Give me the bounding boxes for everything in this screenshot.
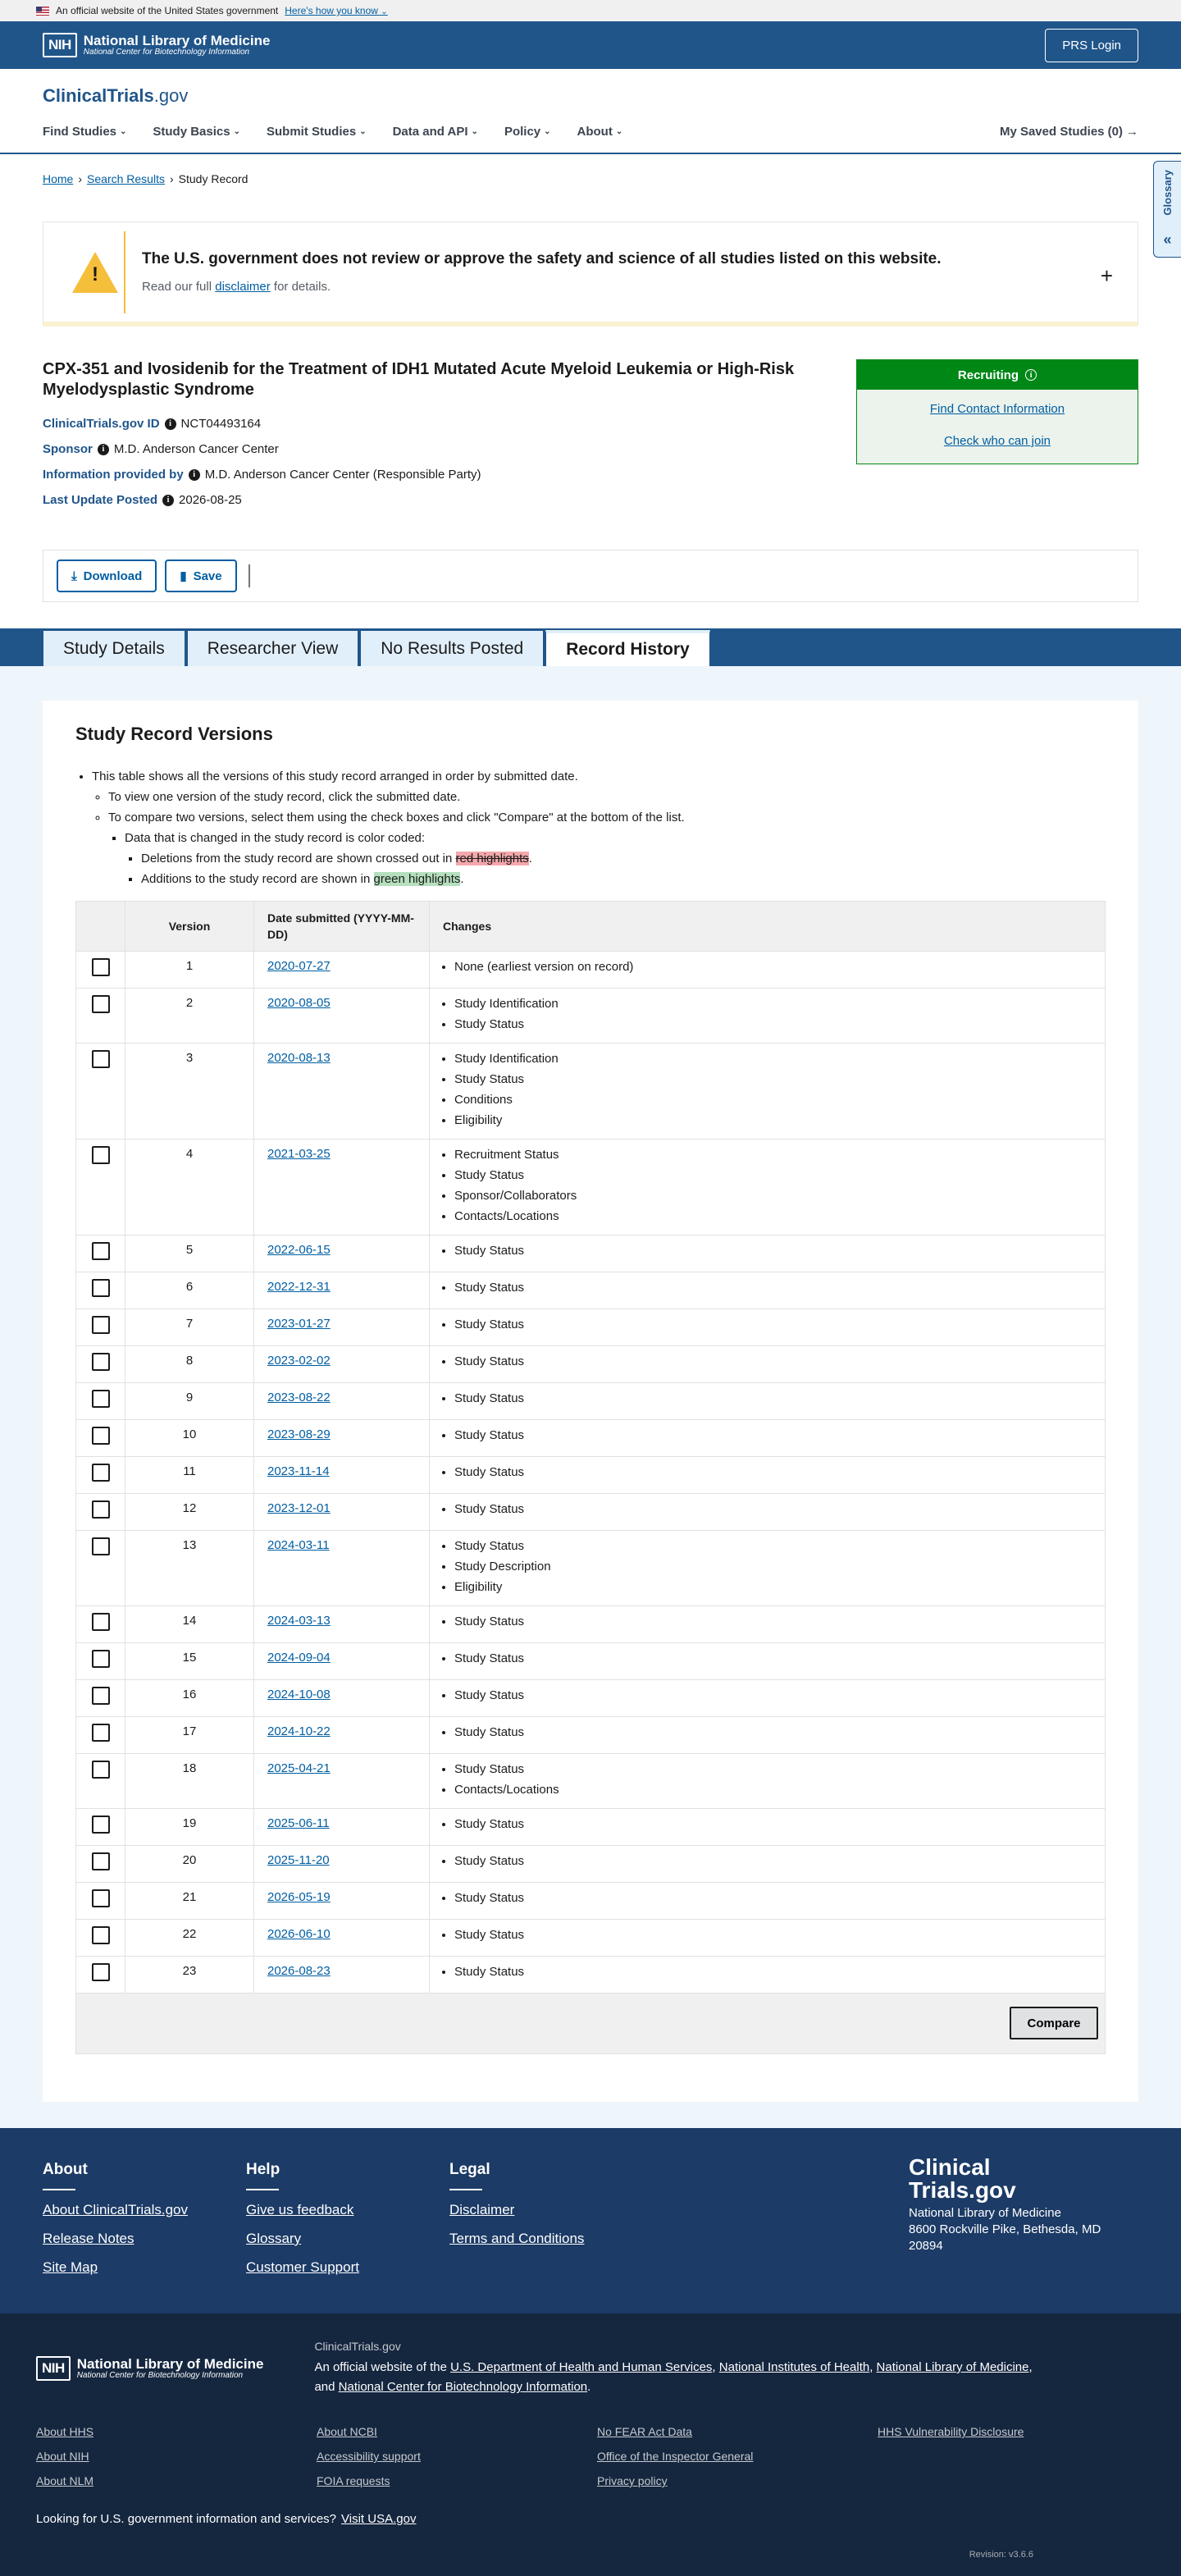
- version-number: 23: [125, 1957, 254, 1994]
- version-date-link[interactable]: 2020-07-27: [267, 959, 331, 973]
- check-who-can-join-link[interactable]: Check who can join: [943, 434, 1051, 448]
- deletion-sample: red highlights: [455, 852, 529, 866]
- usa-gov-line: Looking for U.S. government information and services? Visit USA.gov: [36, 2512, 417, 2526]
- change-item: • Conditions: [454, 1089, 1092, 1110]
- nav-find-studies[interactable]: Find Studies ⌄: [43, 125, 127, 139]
- my-saved-studies-link[interactable]: My Saved Studies (0) →: [999, 125, 1138, 139]
- version-checkbox[interactable]: [92, 995, 110, 1013]
- version-number: 2: [125, 989, 254, 1044]
- chevron-down-icon: ⌄: [544, 127, 551, 136]
- versions-table: [75, 901, 1106, 2054]
- footer-legal: Legal Disclaimer Terms and Conditions: [449, 2161, 653, 2313]
- version-checkbox[interactable]: [92, 1316, 110, 1334]
- version-date-link[interactable]: 2026-06-10: [267, 1927, 331, 1941]
- double-chevron-left-icon: «: [1163, 231, 1172, 248]
- table-row: [76, 1044, 1106, 1140]
- footer-help: Help Give us feedback Glossary Customer Support: [246, 2161, 449, 2313]
- version-date-link[interactable]: 2026-05-19: [267, 1890, 331, 1904]
- find-contact-link[interactable]: Find Contact Information: [929, 402, 1065, 416]
- table-row: [76, 989, 1106, 1044]
- last-update-row: Last Update Posted i 2026-08-25: [43, 493, 242, 507]
- changes-list: [443, 957, 1092, 977]
- version-checkbox[interactable]: [92, 1889, 110, 1907]
- divider: [249, 564, 250, 587]
- version-number: 21: [125, 1883, 254, 1920]
- version-checkbox[interactable]: [92, 1050, 110, 1068]
- main-nav: [43, 125, 1138, 139]
- table-row: [76, 1643, 1106, 1680]
- warning-icon: [72, 252, 118, 293]
- changes-list: [443, 1351, 1092, 1372]
- chevron-down-icon: ⌄: [233, 127, 240, 136]
- nlm-footer-logo[interactable]: NIH National Library of Medicine National Center for Biotechnology Information: [36, 2340, 263, 2397]
- table-row: [76, 1754, 1106, 1809]
- version-checkbox[interactable]: [92, 1390, 110, 1408]
- nih-logo-icon: NIH: [36, 2356, 71, 2381]
- download-button[interactable]: ⤓ Download: [57, 560, 157, 592]
- version-number: 1: [125, 952, 254, 989]
- tab-researcher-view[interactable]: Researcher View: [187, 630, 359, 666]
- version-date-link[interactable]: 2024-03-11: [267, 1538, 330, 1552]
- version-date-link[interactable]: 2023-02-02: [267, 1354, 331, 1368]
- version-checkbox[interactable]: [92, 1464, 110, 1482]
- alert-title: The U.S. government does not review or approve the safety and science of all studies listed on this website.: [142, 250, 942, 267]
- nlm-logo[interactable]: [43, 33, 270, 57]
- nih-logo-icon: NIH: [43, 33, 77, 57]
- hhs-link[interactable]: U.S. Department of Health and Human Services: [450, 2360, 713, 2374]
- table-row: [76, 1235, 1106, 1272]
- change-item: • Study Status: [454, 1611, 1092, 1632]
- nih-link[interactable]: National Institutes of Health: [718, 2360, 870, 2374]
- changes-list: [443, 1759, 1092, 1800]
- version-checkbox[interactable]: [92, 958, 110, 976]
- table-row: [76, 1606, 1106, 1643]
- nlm-header: [0, 21, 1181, 69]
- change-item: • Study Status: [454, 1536, 1092, 1556]
- nlm-footer-links: [36, 2425, 1145, 2487]
- expand-plus-icon[interactable]: +: [1100, 263, 1113, 288]
- table-row: [76, 1809, 1106, 1846]
- version-number: 7: [125, 1309, 254, 1346]
- version-date-link[interactable]: 2022-12-31: [267, 1280, 331, 1294]
- version-date-link[interactable]: 2020-08-13: [267, 1051, 331, 1065]
- study-header: [0, 327, 1181, 518]
- study-toolbar: [43, 550, 1138, 602]
- version-number: 8: [125, 1346, 254, 1383]
- footer-link-release-notes[interactable]: Release Notes: [43, 2231, 135, 2246]
- change-item: • Study Identification: [454, 1048, 1092, 1069]
- download-icon: ⤓: [71, 569, 77, 583]
- table-row: [76, 952, 1106, 989]
- footer-link-terms[interactable]: Terms and Conditions: [449, 2231, 585, 2246]
- changes-list: [443, 1240, 1092, 1261]
- change-item: • Study Status: [454, 1888, 1092, 1908]
- change-item: • Study Description: [454, 1556, 1092, 1577]
- version-date-link[interactable]: 2024-09-04: [267, 1651, 331, 1665]
- table-row: [76, 1920, 1106, 1957]
- status-badge: Recruiting i: [857, 360, 1138, 390]
- chevron-down-icon: ⌄: [359, 127, 367, 136]
- version-number: 19: [125, 1809, 254, 1846]
- table-row: [76, 1457, 1106, 1494]
- table-row: [76, 1957, 1106, 1994]
- version-checkbox[interactable]: [92, 1242, 110, 1260]
- version-checkbox[interactable]: [92, 1146, 110, 1164]
- link-about-ncbi[interactable]: About NCBI: [317, 2425, 377, 2438]
- change-item: • None (earliest version on record): [454, 957, 1092, 977]
- version-date-link[interactable]: 2020-08-05: [267, 996, 331, 1010]
- breadcrumb-home[interactable]: Home: [43, 172, 74, 185]
- change-item: • Study Identification: [454, 993, 1092, 1014]
- provided-by-value: M.D. Anderson Cancer Center (Responsible Party): [204, 468, 481, 482]
- change-item: • Study Status: [454, 1351, 1092, 1372]
- study-id-row: ClinicalTrials.gov ID i NCT04493164: [43, 417, 262, 431]
- addition-sample: green highlights: [373, 872, 461, 886]
- link-accessibility[interactable]: Accessibility support: [317, 2450, 421, 2463]
- compare-button[interactable]: Compare: [1010, 2007, 1098, 2039]
- version-number: 6: [125, 1272, 254, 1309]
- version-number: 3: [125, 1044, 254, 1140]
- link-no-fear-act[interactable]: No FEAR Act Data: [597, 2425, 692, 2438]
- changes-list: [443, 993, 1092, 1035]
- changes-list: [443, 1814, 1092, 1834]
- changes-list: [443, 1425, 1092, 1446]
- alert-body: Read our full disclaimer for details.: [142, 280, 331, 294]
- nav-about[interactable]: About ⌄: [577, 125, 623, 139]
- footer-link-about[interactable]: About ClinicalTrials.gov: [43, 2202, 188, 2217]
- changes-list: [443, 1722, 1092, 1742]
- link-about-nih[interactable]: About NIH: [36, 2450, 89, 2463]
- link-privacy[interactable]: Privacy policy: [597, 2474, 668, 2487]
- change-item: • Contacts/Locations: [454, 1206, 1092, 1226]
- change-item: • Study Status: [454, 1814, 1092, 1834]
- gov-banner: [0, 0, 1181, 21]
- changes-list: [443, 1048, 1092, 1130]
- table-row: [76, 1309, 1106, 1346]
- chevron-right-icon: ›: [78, 172, 83, 185]
- change-item: • Study Status: [454, 1759, 1092, 1779]
- version-number: 11: [125, 1457, 254, 1494]
- change-item: • Recruitment Status: [454, 1144, 1092, 1165]
- version-date-link[interactable]: 2023-12-01: [267, 1501, 331, 1515]
- site-header: [0, 69, 1181, 154]
- version-date-link[interactable]: 2023-01-27: [267, 1317, 331, 1331]
- version-checkbox[interactable]: [92, 1613, 110, 1631]
- version-date-link[interactable]: 2025-11-20: [267, 1853, 330, 1867]
- version-checkbox[interactable]: [92, 1816, 110, 1834]
- record-history-section: [0, 666, 1181, 2128]
- change-item: • Study Status: [454, 1851, 1092, 1871]
- version-checkbox[interactable]: [92, 1963, 110, 1981]
- version-number: 22: [125, 1920, 254, 1957]
- version-date-link[interactable]: 2021-03-25: [267, 1147, 331, 1161]
- save-button[interactable]: ▮ Save: [165, 560, 236, 592]
- change-item: • Study Status: [454, 1277, 1092, 1298]
- changes-list: [443, 1685, 1092, 1706]
- site-footer: [0, 2128, 1181, 2313]
- changes-list: [443, 1314, 1092, 1335]
- change-item: • Eligibility: [454, 1110, 1092, 1130]
- version-checkbox[interactable]: [92, 1852, 110, 1870]
- changes-list: [443, 1277, 1092, 1298]
- version-date-link[interactable]: 2025-06-11: [267, 1816, 330, 1830]
- link-about-nlm[interactable]: About NLM: [36, 2474, 94, 2487]
- nlm-footer: [0, 2313, 1181, 2576]
- change-item: • Study Status: [454, 1425, 1092, 1446]
- bookmark-icon: ▮: [180, 569, 187, 583]
- study-tabs: [0, 628, 1181, 666]
- version-number: 9: [125, 1383, 254, 1420]
- version-checkbox[interactable]: [92, 1427, 110, 1445]
- version-checkbox[interactable]: [92, 1279, 110, 1297]
- chevron-down-icon: ⌄: [471, 127, 478, 136]
- change-item: • Study Status: [454, 1462, 1092, 1482]
- version-number: 13: [125, 1531, 254, 1606]
- version-checkbox[interactable]: [92, 1724, 110, 1742]
- change-item: • Study Status: [454, 1240, 1092, 1261]
- table-row: [76, 1531, 1106, 1606]
- footer-link-site-map[interactable]: Site Map: [43, 2259, 98, 2275]
- versions-heading: Study Record Versions: [75, 724, 273, 744]
- col-date: Date submitted (YYYY-MM-DD): [254, 902, 430, 952]
- version-date-link[interactable]: 2024-10-22: [267, 1724, 331, 1738]
- version-number: 10: [125, 1420, 254, 1457]
- nav-study-basics[interactable]: Study Basics ⌄: [153, 125, 240, 139]
- version-number: 15: [125, 1643, 254, 1680]
- changes-list: [443, 1388, 1092, 1409]
- link-inspector-general[interactable]: Office of the Inspector General: [597, 2450, 754, 2463]
- changes-list: [443, 1144, 1092, 1226]
- footer-address: Clinical Trials.gov National Library of Medicine 8600 Rockville Pike, Bethesda, MD 20894: [909, 2156, 1138, 2254]
- chevron-down-icon: ⌄: [615, 127, 623, 136]
- changes-list: [443, 1851, 1092, 1871]
- versions-card: [43, 701, 1138, 2102]
- clinicaltrials-logo[interactable]: ClinicalTrials.gov: [43, 85, 189, 106]
- study-id: NCT04493164: [180, 417, 262, 431]
- version-date-link[interactable]: 2024-10-08: [267, 1688, 331, 1701]
- version-date-link[interactable]: 2024-03-13: [267, 1614, 331, 1628]
- visit-usa-gov-link[interactable]: Visit USA.gov: [341, 2512, 417, 2526]
- version-checkbox[interactable]: [92, 1353, 110, 1371]
- footer-link-feedback[interactable]: Give us feedback: [246, 2202, 354, 2217]
- version-checkbox[interactable]: [92, 1926, 110, 1944]
- ncbi-link[interactable]: National Center for Biotechnology Information: [338, 2380, 588, 2394]
- nlm-title: National Library of Medicine: [83, 32, 271, 48]
- changes-list: [443, 1962, 1092, 1982]
- table-row: [76, 1717, 1106, 1754]
- version-checkbox[interactable]: [92, 1537, 110, 1555]
- table-row: [76, 1883, 1106, 1920]
- changes-list: [443, 1648, 1092, 1669]
- change-item: • Study Status: [454, 1925, 1092, 1945]
- version-checkbox[interactable]: [92, 1500, 110, 1519]
- nlm-footer-text: ClinicalTrials.gov An official website of the U.S. Department of Health and Human Services, National Institutes of Health, National Library of Medicine, and National Center for Biotechnology Information.: [314, 2340, 1033, 2394]
- nav-policy[interactable]: Policy ⌄: [504, 125, 551, 139]
- sponsor-row: Sponsor i M.D. Anderson Cancer Center: [43, 442, 279, 456]
- change-item: • Study Status: [454, 1685, 1092, 1706]
- changes-list: [443, 1888, 1092, 1908]
- revision-text: Revision: v3.6.6: [969, 2550, 1033, 2560]
- version-number: 4: [125, 1140, 254, 1235]
- change-item: • Study Status: [454, 1388, 1092, 1409]
- version-number: 5: [125, 1235, 254, 1272]
- version-number: 14: [125, 1606, 254, 1643]
- version-date-link[interactable]: 2023-08-22: [267, 1391, 331, 1404]
- change-item: • Study Status: [454, 1499, 1092, 1519]
- change-item: • Study Status: [454, 1648, 1092, 1669]
- version-checkbox[interactable]: [92, 1650, 110, 1668]
- version-number: 12: [125, 1494, 254, 1531]
- footer-about: About About ClinicalTrials.gov Release Notes Site Map: [43, 2161, 246, 2313]
- changes-list: [443, 1925, 1092, 1945]
- col-version: Version: [125, 902, 254, 952]
- table-row: [76, 1272, 1106, 1309]
- table-row: [76, 1494, 1106, 1531]
- version-number: 17: [125, 1717, 254, 1754]
- change-item: • Study Status: [454, 1014, 1092, 1035]
- breadcrumb-search-results[interactable]: Search Results: [87, 172, 165, 185]
- change-item: • Eligibility: [454, 1577, 1092, 1597]
- version-date-link[interactable]: 2023-11-14: [267, 1464, 330, 1478]
- disclaimer-link[interactable]: disclaimer: [215, 280, 271, 294]
- recruitment-status-box: [856, 359, 1138, 464]
- chevron-down-icon: ⌄: [120, 127, 127, 136]
- disclaimer-alert: [43, 222, 1138, 327]
- version-checkbox[interactable]: [92, 1761, 110, 1779]
- chevron-right-icon: ›: [169, 172, 174, 185]
- change-item: • Study Status: [454, 1722, 1092, 1742]
- table-row: [76, 1383, 1106, 1420]
- table-row: [76, 1846, 1106, 1883]
- changes-list: [443, 1536, 1092, 1597]
- version-date-link[interactable]: 2022-06-15: [267, 1243, 331, 1257]
- footer-link-disclaimer[interactable]: Disclaimer: [449, 2202, 515, 2217]
- version-number: 20: [125, 1846, 254, 1883]
- version-number: 16: [125, 1680, 254, 1717]
- info-icon[interactable]: i: [189, 469, 200, 481]
- footer-link-support[interactable]: Customer Support: [246, 2259, 359, 2275]
- change-item: • Study Status: [454, 1962, 1092, 1982]
- change-item: • Contacts/Locations: [454, 1779, 1092, 1800]
- version-date-link[interactable]: 2026-08-23: [267, 1964, 331, 1978]
- footer-logo[interactable]: Clinical Trials.gov: [909, 2154, 1016, 2203]
- changes-list: [443, 1499, 1092, 1519]
- tab-record-history[interactable]: Record History: [545, 630, 710, 666]
- table-row: [76, 1140, 1106, 1235]
- version-date-link[interactable]: 2023-08-29: [267, 1427, 331, 1441]
- nav-data-and-api[interactable]: Data and API ⌄: [392, 125, 478, 139]
- table-row: [76, 1420, 1106, 1457]
- prs-login-button[interactable]: PRS Login: [1045, 29, 1138, 62]
- changes-list: [443, 1462, 1092, 1482]
- sponsor-value: M.D. Anderson Cancer Center: [113, 442, 279, 456]
- glossary-tab[interactable]: Glossary «: [1153, 161, 1181, 258]
- nlm-link[interactable]: National Library of Medicine: [876, 2360, 1029, 2374]
- version-date-link[interactable]: 2025-04-21: [267, 1761, 331, 1775]
- breadcrumb: [0, 154, 1181, 185]
- footer-link-glossary[interactable]: Glossary: [246, 2231, 302, 2246]
- nav-submit-studies[interactable]: Submit Studies ⌄: [267, 125, 367, 139]
- link-vulnerability-disclosure[interactable]: HHS Vulnerability Disclosure: [878, 2425, 1024, 2438]
- col-changes: Changes: [430, 902, 1106, 952]
- study-title: CPX-351 and Ivosidenib for the Treatment of IDH1 Mutated Acute Myeloid Leukemia or High-Risk Myelodysplastic Syndrome: [43, 360, 795, 399]
- table-row: [76, 1680, 1106, 1717]
- info-icon[interactable]: i: [1025, 369, 1037, 381]
- us-flag-icon: [36, 7, 49, 16]
- link-about-hhs[interactable]: About HHS: [36, 2425, 94, 2438]
- table-row: [76, 1346, 1106, 1383]
- change-item: • Sponsor/Collaborators: [454, 1185, 1092, 1206]
- gov-banner-text: An official website of the United States government: [56, 5, 279, 16]
- version-checkbox[interactable]: [92, 1687, 110, 1705]
- info-icon[interactable]: i: [98, 444, 109, 455]
- provided-by-row: Information provided by i M.D. Anderson Cancer Center (Responsible Party): [43, 468, 481, 482]
- change-item: • Study Status: [454, 1165, 1092, 1185]
- change-item: • Study Status: [454, 1069, 1092, 1089]
- info-icon[interactable]: i: [162, 495, 174, 506]
- arrow-right-icon: →: [1126, 125, 1138, 139]
- versions-instructions: • This table shows all the versions of this study record arranged in order by submitted date. ◦ To view one version of the study record, click the submitted date. ◦ To compare two versions, select them using the check boxes and click "Compare" at the bottom of the list. ▪ Data that is changed in the study record is color coded: ▪ Deletions from the study record are shown crossed out in red highlights. ▪ Additions to the study record are shown in green highlights.: [75, 766, 1106, 889]
- info-icon[interactable]: i: [165, 418, 176, 430]
- nlm-subtitle: National Center for Biotechnology Information: [83, 48, 250, 57]
- tab-study-details[interactable]: Study Details: [43, 630, 185, 666]
- link-foia[interactable]: FOIA requests: [317, 2474, 390, 2487]
- tab-no-results-posted[interactable]: No Results Posted: [360, 630, 544, 666]
- last-update-value: 2026-08-25: [179, 493, 242, 507]
- change-item: • Study Status: [454, 1314, 1092, 1335]
- changes-list: [443, 1611, 1092, 1632]
- heres-how-you-know-link[interactable]: Here's how you know ⌄: [285, 5, 388, 16]
- version-number: 18: [125, 1754, 254, 1809]
- breadcrumb-current: Study Record: [178, 172, 249, 185]
